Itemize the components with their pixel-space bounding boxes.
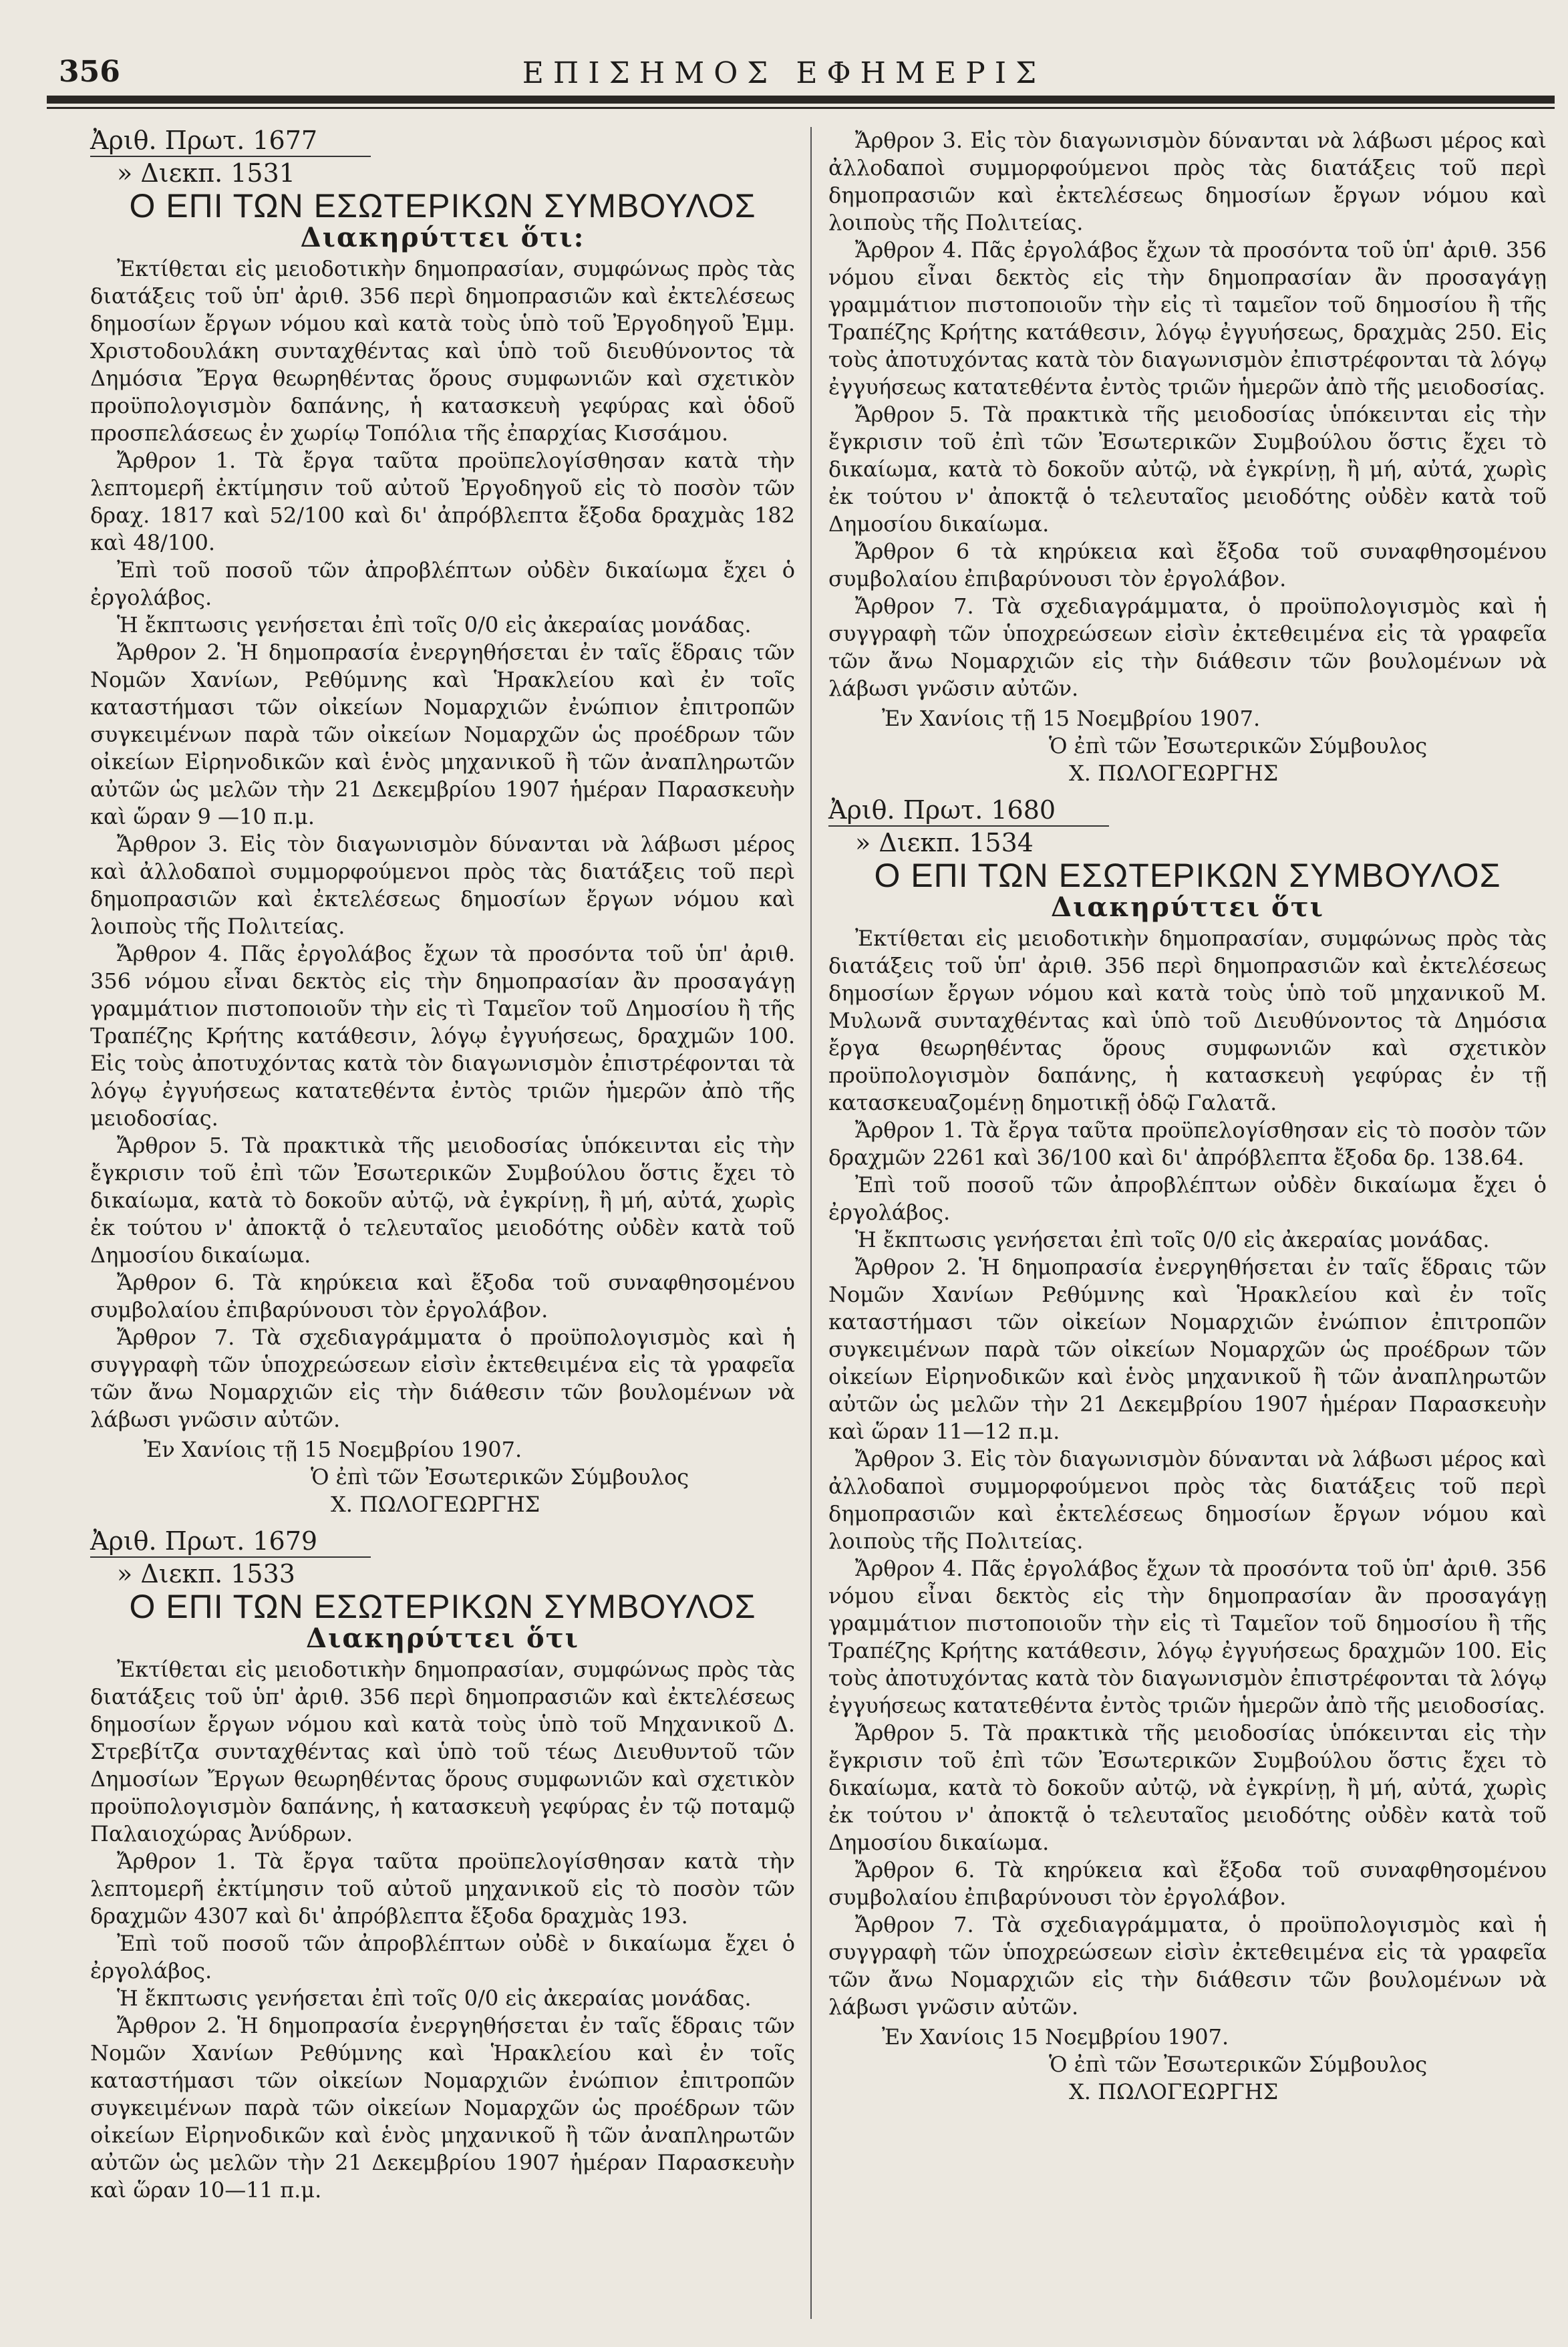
declaration-heading: Διακηρύττει ὅτι xyxy=(306,1623,579,1654)
protocol-underline xyxy=(90,156,371,157)
signatory-role: Ὁ ἐπὶ τῶν Ἐσωτερικῶν Σύμβουλος xyxy=(1049,2052,1428,2077)
column-divider xyxy=(810,127,812,2319)
protocol-number: Ἀριθ. Πρωτ. 1679 xyxy=(90,1526,318,1556)
paragraph: Ἄρθρον 1. Τὰ ἔργα ταῦτα προϋπελογίσθησαν κατὰ τὴν λεπτομερῆ ἐκτίμησιν τοῦ αὐτοῦ μηχανικοῦ εἰς τὸ ποσὸν τῶν δραχμῶν 4307 καὶ δι' ἀπρόβλεπτα ἔξοδα δραχμὰς 193. xyxy=(90,1848,795,1929)
notice-title: Ο ΕΠΙ ΤΩΝ ΕΣΩΤΕΡΙΚΩΝ ΣΥΜΒΟΥΛΟΣ xyxy=(129,1588,756,1625)
declaration-heading: Διακηρύττει ὅτι: xyxy=(300,222,585,253)
paragraph: Ἄρθρον 5. Τὰ πρακτικὰ τῆς μειοδοσίας ὑπόκεινται εἰς τὴν ἔγκρισιν τοῦ ἐπὶ τῶν Ἐσωτερικῶν Συμβούλου ὅστις ἔχει τὸ δικαίωμα, κατὰ τὸ δοκοῦν αὐτῷ, νὰ ἐγκρίνῃ, ἢ μή, αὐτά, χωρὶς ἐκ τούτου ν' ἀποκτᾷ ὁ τελευταῖος μειοδότης οὐδὲν κατὰ τοῦ Δημοσίου δικαίωμα. xyxy=(90,1133,795,1268)
paragraph: Ἄρθρον 6 τὰ κηρύκεια καὶ ἔξοδα τοῦ συναφθησομένου συμβολαίου ἐπιβαρύνουσι τὸν ἐργολάβον. xyxy=(828,539,1547,591)
paragraph: Ἄρθρον 2. Ἡ δημοπρασία ἐνεργηθήσεται ἐν ταῖς ἕδραις τῶν Νομῶν Χανίων Ρεθύμνης καὶ Ἡρακλείου καὶ ἐν τοῖς καταστήμασι τῶν οἰκείων Νομαρχιῶν ἐνώπιον ἐπιτροπῶν συγκειμένων παρὰ τῶν οἰκείων Νομαρχῶν ὡς προέδρων τῶν οἰκείων Εἰρηνοδικῶν καὶ ἑνὸς μηχανικοῦ ἢ τῶν ἀναπληρωτῶν αὐτῶν ὡς μελῶν τὴν 21 Δεκεμβρίου 1907 ἡμέραν Παρασκευὴν καὶ ὥραν 10—11 π.μ. xyxy=(90,2013,795,2203)
paragraph: Ἡ ἔκπτωσις γενήσεται ἐπὶ τοῖς 0/0 εἰς ἀκεραίας μονάδας. xyxy=(117,612,752,638)
notice-1680 xyxy=(828,797,1547,2106)
paragraph: Ἄρθρον 6. Τὰ κηρύκεια καὶ ἔξοδα τοῦ συναφθησομένου συμβολαίου ἐπιβαρύνουσι τὸν ἐργολάβον. xyxy=(90,1270,795,1323)
running-head: ΕΠΙΣΗΜΟΣ ΕΦΗΜΕΡΙΣ xyxy=(522,56,1046,90)
right-column xyxy=(828,127,1547,2320)
dispatch-number: » Διεκπ. 1534 xyxy=(855,828,1034,857)
paragraph: Ἐπὶ τοῦ ποσοῦ τῶν ἀπροβλέπτων οὐδὲν δικαίωμα ἔχει ὁ ἐργολάβος. xyxy=(828,1172,1547,1225)
paragraph: Ἐκτίθεται εἰς μειοδοτικὴν δημοπρασίαν, συμφώνως πρὸς τὰς διατάξεις τοῦ ὑπ' ἀριθ. 356 περὶ δημοπρασιῶν καὶ ἐκτελέσεως δημοσίων ἔργων νόμου καὶ κατὰ τοὺς ὑπὸ τοῦ μηχανικοῦ Μ. Μυλωνᾶ συνταχθέντας καὶ ὑπὸ τοῦ Διευθύνοντος τὰ Δημόσια ἔργα θεωρηθέντας ὅρους συμφωνιῶν καὶ σχετικὸν προϋπολογισμὸν δαπάνης, ἡ κατασκευὴ γεφύρας ἐν τῇ κατασκευαζομένῃ δημοτικῇ ὁδῷ Γαλατᾶ. xyxy=(828,926,1547,1115)
signatory-role: Ὁ ἐπὶ τῶν Ἐσωτερικῶν Σύμβουλος xyxy=(311,1464,689,1490)
paragraph: Ἄρθρον 3. Εἰς τὸν διαγωνισμὸν δύνανται νὰ λάβωσι μέρος καὶ ἀλλοδαποὶ συμμορφούμενοι πρὸς τὰς διατάξεις τοῦ περὶ δημοπρασιῶν καὶ ἐκτελέσεως δημοσίων ἔργων νόμου καὶ λοιποὺς τῆς Πολιτείας. xyxy=(828,128,1547,235)
signatory-name: Χ. ΠΩΛΟΓΕΩΡΓΗΣ xyxy=(1069,761,1279,786)
paragraph: Ἄρθρον 6. Τὰ κηρύκεια καὶ ἔξοδα τοῦ συναφθησομένου συμβολαίου ἐπιβαρύνουσι τὸν ἐργολάβον. xyxy=(828,1857,1547,1910)
paragraph: Ἄρθρον 2. Ἡ δημοπρασία ἐνεργηθήσεται ἐν ταῖς ἕδραις τῶν Νομῶν Χανίων Ρεθύμνης καὶ Ἡρακλείου καὶ ἐν τοῖς καταστήμασι τῶν οἰκείων Νομαρχιῶν ἐνώπιον ἐπιτροπῶν συγκειμένων παρὰ τῶν οἰκείων Νομαρχῶν ὡς προέδρων τῶν οἰκείων Εἰρηνοδικῶν καὶ ἑνὸς μηχανικοῦ ἢ τῶν ἀναπληρωτῶν αὐτῶν ὡς μελῶν τὴν 21 Δεκεμβρίου 1907 ἡμέραν Παρασκευὴν καὶ ὥραν 11—12 π.μ. xyxy=(828,1254,1547,1444)
declaration-heading: Διακηρύττει ὅτι xyxy=(1051,891,1324,923)
paragraph: Ἐπὶ τοῦ ποσοῦ τῶν ἀπροβλέπτων οὐδὲ ν δικαίωμα ἔχει ὁ ἐργολάβος. xyxy=(90,1931,795,1983)
paragraph: Ἄρθρον 3. Εἰς τὸν διαγωνισμὸν δύνανται νὰ λάβωσι μέρος καὶ ἀλλοδαποὶ συμμορφούμενοι πρὸς τὰς διατάξεις τοῦ περὶ δημοπρασιῶν καὶ ἐκτελέσεως δημοσίων ἔργων νόμου καὶ λοιποὺς τῆς Πολιτείας. xyxy=(828,1446,1547,1554)
notice-date: Ἐν Χανίοις 15 Νοεμβρίου 1907. xyxy=(882,2024,1229,2050)
protocol-underline xyxy=(828,825,1109,827)
paragraph: Ἡ ἔκπτωσις γενήσεται ἐπὶ τοῖς 0/0 εἰς ἀκεραίας μονάδας. xyxy=(855,1227,1490,1252)
signatory-name: Χ. ΠΩΛΟΓΕΩΡΓΗΣ xyxy=(1069,2079,1279,2104)
notice-1679 xyxy=(90,1528,795,2204)
paragraph: Ἄρθρον 3. Εἰς τὸν διαγωνισμὸν δύνανται νὰ λάβωσι μέρος καὶ ἀλλοδαποὶ συμμορφούμενοι πρὸς τὰς διατάξεις τοῦ περὶ δημοπρασιῶν καὶ ἐκτελέσεως δημοσίων ἔργων νόμου καὶ λοιποὺς τῆς Πολιτείας. xyxy=(90,831,795,939)
header-rule-thick xyxy=(47,96,1555,104)
notice-date: Ἐν Χανίοις τῇ 15 Νοεμβρίου 1907. xyxy=(882,706,1261,731)
left-column xyxy=(90,127,795,2320)
notice-date: Ἐν Χανίοις τῇ 15 Νοεμβρίου 1907. xyxy=(144,1437,522,1462)
paragraph: Ἄρθρον 7. Τὰ σχεδιαγράμματα, ὁ προϋπολογισμὸς καὶ ἡ συγγραφὴ τῶν ὑποχρεώσεων εἰσὶν ἐκτεθειμένα εἰς τὰ γραφεῖα τῶν ἄνω Νομαρχιῶν εἰς τὴν διάθεσιν τῶν βουλομένων νὰ λάβωσι γνῶσιν αὐτῶν. xyxy=(828,1912,1547,2020)
header-rule-thin xyxy=(47,107,1555,109)
paragraph: Ἄρθρον 1. Τὰ ἔργα ταῦτα προϋπελογίσθησαν κατὰ τὴν λεπτομερῆ ἐκτίμησιν τοῦ αὐτοῦ Ἐργοδηγοῦ εἰς τὸ ποσὸν τῶν δραχ. 1817 καὶ 52/100 καὶ δι' ἀπρόβλεπτα ἔξοδα δραχμὰς 182 καὶ 48/100. xyxy=(90,448,795,555)
paragraph: Ἐκτίθεται εἰς μειοδοτικὴν δημοπρασίαν, συμφώνως πρὸς τὰς διατάξεις τοῦ ὑπ' ἀριθ. 356 περὶ δημοπρασιῶν καὶ ἐκτελέσεως δημοσίων ἔργων νόμου καὶ κατὰ τοὺς ὑπὸ τοῦ Ἐργοδηγοῦ Ἐμμ. Χριστοδουλάκη συνταχθέντας καὶ ὑπὸ τοῦ διευθύνοντος τὰ Δημόσια Ἔργα θεωρηθέντας ὅρους συμφωνιῶν καὶ σχετικὸν προϋπολογισμὸν δαπάνης, ἡ κατασκευὴ γεφύρας καὶ ὁδοῦ προσπελάσεως ἐν χωρίῳ Τοπόλια τῆς ἐπαρχίας Κισσάμου. xyxy=(90,256,795,446)
notice-title: Ο ΕΠΙ ΤΩΝ ΕΣΩΤΕΡΙΚΩΝ ΣΥΜΒΟΥΛΟΣ xyxy=(129,187,756,225)
dispatch-number: » Διεκπ. 1533 xyxy=(117,1559,295,1589)
notice-1679-continued xyxy=(828,127,1547,787)
signatory-name: Χ. ΠΩΛΟΓΕΩΡΓΗΣ xyxy=(331,1492,540,1517)
paragraph: Ἄρθρον 5. Τὰ πρακτικὰ τῆς μειοδοσίας ὑπόκεινται εἰς τὴν ἔγκρισιν τοῦ ἐπὶ τῶν Ἐσωτερικῶν Συμβούλου ὅστις ἔχει τὸ δικαίωμα, κατὰ τὸ δοκοῦν αὐτῷ, νὰ ἐγκρίνῃ, ἢ μή, αὐτά, χωρὶς ἐκ τούτου ν' ἀποκτᾷ ὁ τελευταῖος μειοδότης οὐδὲν κατὰ τοῦ Δημοσίου δικαίωμα. xyxy=(828,1720,1547,1855)
paragraph: Ἄρθρον 5. Τὰ πρακτικὰ τῆς μειοδοσίας ὑπόκεινται εἰς τὴν ἔγκρισιν τοῦ ἐπὶ τῶν Ἐσωτερικῶν Συμβούλου ὅστις ἔχει τὸ δικαίωμα, κατὰ τὸ δοκοῦν αὐτῷ, νὰ ἐγκρίνῃ, ἢ μή, αὐτά, χωρὶς ἐκ τούτου ν' ἀποκτᾷ ὁ τελευταῖος μειοδότης οὐδὲν κατὰ τοῦ Δημοσίου δικαίωμα. xyxy=(828,402,1547,537)
paragraph: Ἐκτίθεται εἰς μειοδοτικὴν δημοπρασίαν, συμφώνως πρὸς τὰς διατάξεις τοῦ ὑπ' ἀριθ. 356 περὶ δημοπρασιῶν καὶ ἐκτελέσεως δημοσίων ἔργων νόμου καὶ κατὰ τοὺς ὑπὸ τοῦ Μηχανικοῦ Δ. Στρεβίτζα συνταχθέντας καὶ ὑπὸ τοῦ τέως Διευθυντοῦ τῶν Δημοσίων Ἔργων θεωρηθέντας ὅρους συμφωνιῶν καὶ σχετικὸν προϋπολογισμὸν δαπάνης, ἡ κατασκευὴ γεφύρας ἐν τῷ ποταμῷ Παλαιοχώρας Ἀνύδρων. xyxy=(90,1657,795,1846)
paragraph: Ἡ ἔκπτωσις γενήσεται ἐπὶ τοῖς 0/0 εἰς ἀκεραίας μονάδας. xyxy=(117,1985,752,2011)
signatory-role: Ὁ ἐπὶ τῶν Ἐσωτερικῶν Σύμβουλος xyxy=(1049,733,1428,758)
dispatch-number: » Διεκπ. 1531 xyxy=(117,158,295,188)
paragraph: Ἄρθρον 4. Πᾶς ἐργολάβος ἔχων τὰ προσόντα τοῦ ὑπ' ἀριθ. 356 νόμου εἶναι δεκτὸς εἰς τὴν δημοπρασίαν ἂν προσαγάγῃ γραμμάτιον πιστοποιοῦν τὴν εἰς τὶ ταμεῖον τοῦ δημοσίου ἢ τῆς Τραπέζης Κρήτης κατάθεσιν, λόγῳ ἐγγυήσεως, δραχμὰς 250. Εἰς τοὺς ἀποτυχόντας κατὰ τὸν διαγωνισμὸν ἐπιστρέφονται τὰ λόγῳ ἐγγυήσεως κατατεθέντα ἐντὸς τριῶν ἡμερῶν ἀπὸ τῆς μειοδοσίας. xyxy=(828,237,1547,400)
protocol-number: Ἀριθ. Πρωτ. 1677 xyxy=(90,126,318,155)
paragraph: Ἄρθρον 7. Τὰ σχεδιαγράμματα, ὁ προϋπολογισμὸς καὶ ἡ συγγραφὴ τῶν ὑποχρεώσεων εἰσὶν ἐκτεθειμένα εἰς τὰ γραφεῖα τῶν ἄνω Νομαρχιῶν εἰς τὴν διάθεσιν τῶν βουλομένων νὰ λάβωσι γνῶσιν αὐτῶν. xyxy=(828,593,1547,701)
notice-1677 xyxy=(90,127,795,1518)
paragraph: Ἄρθρον 2. Ἡ δημοπρασία ἐνεργηθήσεται ἐν ταῖς ἕδραις τῶν Νομῶν Χανίων, Ρεθύμνης καὶ Ἡρακλείου καὶ ἐν τοῖς καταστήμασι τῶν οἰκείων Νομαρχιῶν ἐνώπιον ἐπιτροπῶν συγκειμένων παρὰ τῶν οἰκείων Νομαρχῶν ὡς προέδρων τῶν οἰκείων Εἰρηνοδικῶν καὶ ἑνὸς μηχανικοῦ ἢ τῶν ἀναπληρωτῶν αὐτῶν ὡς μελῶν τὴν 21 Δεκεμβρίου 1907 ἡμέραν Παρασκευὴν καὶ ὥραν 9 —10 π.μ. xyxy=(90,640,795,829)
page-number: 356 xyxy=(59,55,120,89)
page-header xyxy=(0,0,1568,100)
paragraph: Ἐπὶ τοῦ ποσοῦ τῶν ἀπροβλέπτων οὐδὲν δικαίωμα ἔχει ὁ ἐργολάβος. xyxy=(90,557,795,610)
protocol-number: Ἀριθ. Πρωτ. 1680 xyxy=(828,795,1056,825)
paragraph: Ἄρθρον 1. Τὰ ἔργα ταῦτα προϋπελογίσθησαν εἰς τὸ ποσὸν τῶν δραχμῶν 2261 καὶ 36/100 καὶ δι' ἀπρόβλεπτα ἔξοδα δρ. 138.64. xyxy=(828,1117,1547,1170)
protocol-underline xyxy=(90,1556,371,1558)
paragraph: Ἄρθρον 4. Πᾶς ἐργολάβος ἔχων τὰ προσόντα τοῦ ὑπ' ἀριθ. 356 νόμου εἶναι δεκτὸς εἰς τὴν δημοπρασίαν ἂν προσαγάγῃ γραμμάτιον πιστοποιοῦν τὴν εἰς τὶ Ταμεῖον τοῦ Δημοσίου ἢ τῆς Τραπέζης Κρήτης κατάθεσιν, λόγῳ ἐγγυήσεως, δραχμῶν 100. Εἰς τοὺς ἀποτυχόντας κατὰ τὸν διαγωνισμὸν ἐπιστρέφονται τὰ λόγῳ ἐγγυήσεως κατατεθέντα ἐντὸς τριῶν ἡμερῶν ἀπὸ τῆς μειοδοσίας. xyxy=(90,941,795,1131)
paragraph: Ἄρθρον 4. Πᾶς ἐργολάβος ἔχων τὰ προσόντα τοῦ ὑπ' ἀριθ. 356 νόμου εἶναι δεκτὸς εἰς τὴν δημοπρασίαν ἂν προσαγάγῃ γραμμάτιον πιστοποιοῦν τὴν εἰς τὶ Ταμεῖον τοῦ δημοσίου ἢ τῆς Τραπέζης Κρήτης κατάθεσιν, λόγῳ ἐγγυήσεως δραχμῶν 100. Εἰς τοὺς ἀποτυχόντας κατὰ τὸν διαγωνισμὸν ἐπιστρέφονται τὰ λόγῳ ἐγγυήσεως κατατεθέντα ἐντὸς τριῶν ἡμερῶν ἀπὸ τῆς μειοδοσίας. xyxy=(828,1556,1547,1718)
paragraph: Ἄρθρον 7. Τὰ σχεδιαγράμματα ὁ προϋπολογισμὸς καὶ ἡ συγγραφὴ τῶν ὑποχρεώσεων εἰσὶν ἐκτεθειμένα εἰς τὰ γραφεῖα τῶν ἄνω Νομαρχιῶν εἰς τὴν διάθεσιν τῶν βουλομένων νὰ λάβωσι γνῶσιν αὐτῶν. xyxy=(90,1325,795,1432)
notice-title: Ο ΕΠΙ ΤΩΝ ΕΣΩΤΕΡΙΚΩΝ ΣΥΜΒΟΥΛΟΣ xyxy=(874,857,1501,894)
